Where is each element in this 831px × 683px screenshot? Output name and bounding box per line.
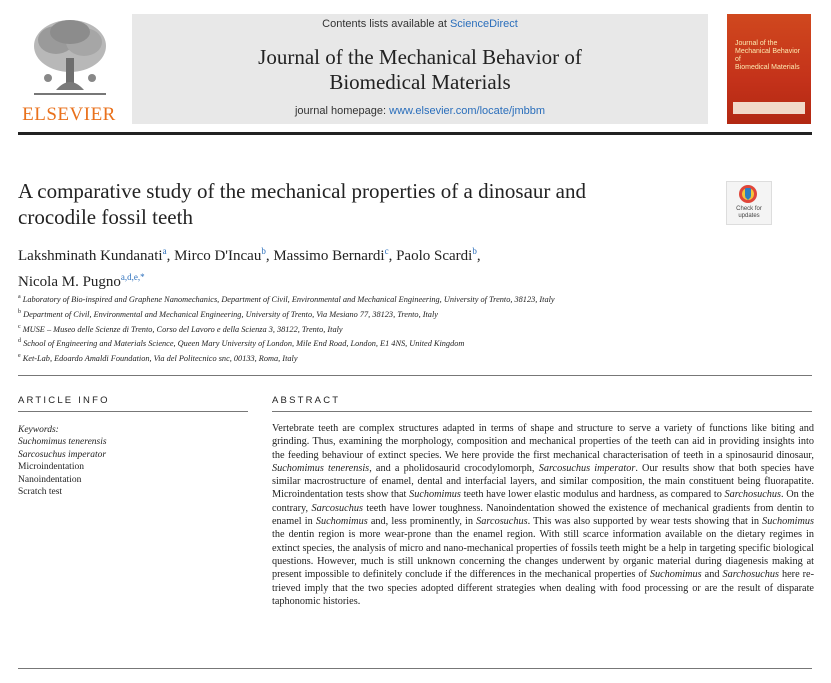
- abstract-segment: , and a pholidosaurid crocodylomorph,: [369, 462, 539, 474]
- author-affiliation-marker[interactable]: b: [261, 246, 266, 256]
- affiliation-item: [18, 321, 808, 336]
- keyword-item[interactable]: Nanoindentation: [18, 474, 82, 485]
- affiliation-marker: a: [18, 294, 21, 300]
- check-updates-line2: updates: [738, 213, 760, 219]
- author-name[interactable]: Lakshminath Kundanati: [18, 248, 163, 264]
- affiliation-item: [18, 291, 808, 306]
- abstract-segment: and: [701, 569, 723, 581]
- abstract-segment: the dentin region is more wear-prone than the enamel region. With still scarce information available on the dietary regimes in extinct species, the analysis of micro and nano-mechanical properties of fossils teeth might be a help in targeting specific biological questions. However, much is still unknown concerning the changes underwent by organic material during diagenesis making at present impossible to definitely conclude if the differences in the mechanical properties of: [272, 529, 814, 581]
- journal-header: [132, 14, 708, 124]
- affiliation-marker: b: [18, 308, 21, 315]
- abstract-species-name: Sarchosuchus: [722, 569, 779, 581]
- affiliation-marker: e: [18, 353, 21, 360]
- affiliation-text: School of Engineering and Materials Science, Queen Mary University of London, Mile End Road, London, E1 4NS, United Kingdom: [21, 339, 465, 349]
- affiliation-item: [18, 335, 808, 350]
- author-separator: ,: [166, 248, 175, 264]
- keyword-item[interactable]: Suchomimus tenerensis: [18, 437, 107, 448]
- check-updates-label: [727, 206, 771, 220]
- elsevier-tree-icon: [26, 14, 114, 98]
- abstract-species-name: Sarcosuchus: [311, 502, 363, 514]
- article-info-divider: [18, 411, 248, 412]
- sciencedirect-link[interactable]: ScienceDirect: [449, 18, 518, 30]
- keyword-item[interactable]: Microindentation: [18, 462, 84, 473]
- abstract-segment: here re-trieved imply that the two species adopted different strategies when dealing with food processing or are the result of disparate taphonomic histories.: [272, 569, 814, 607]
- author-list: [18, 241, 718, 293]
- contents-prefix: Contents lists available at: [322, 18, 450, 30]
- elsevier-wordmark: ELSEVIER: [22, 104, 116, 125]
- abstract-species-name: Suchomimus: [649, 569, 702, 581]
- cover-title-line1: Journal of the: [735, 40, 778, 47]
- author-affiliation-marker[interactable]: a,d,e,*: [120, 272, 145, 282]
- keywords-list: [18, 436, 248, 498]
- affiliation-item: [18, 350, 808, 365]
- contents-line: [132, 18, 708, 30]
- abstract-species-name: Suchomimus: [409, 489, 461, 501]
- check-for-updates-button[interactable]: [726, 181, 772, 225]
- elsevier-logo[interactable]: [18, 14, 120, 125]
- cover-title-line3: Biomedical Materials: [735, 64, 800, 71]
- abstract-species-name: Sarchosuchus: [724, 489, 782, 501]
- journal-title-line2: Biomedical Materials: [329, 70, 511, 94]
- abstract-species-name: Suchomimus: [762, 516, 814, 528]
- abstract-species-name: Suchomimus: [315, 516, 368, 528]
- author-separator: ,: [265, 248, 274, 264]
- author-name[interactable]: Mirco D'Incau: [174, 248, 262, 264]
- keywords-block: [18, 424, 248, 498]
- journal-title[interactable]: [132, 45, 708, 95]
- abstract-divider: [272, 411, 812, 412]
- check-updates-line1: Check for: [736, 206, 762, 212]
- author-separator: ,: [388, 248, 397, 264]
- abstract-segment: teeth have lower elastic modulus and hardness, as compared to: [460, 489, 725, 501]
- abstract-segment: . On the contrary,: [272, 489, 814, 514]
- cover-band: [733, 102, 805, 114]
- affiliation-text: Department of Civil, Environmental and Mechanical Engineering, University of Trento, Via Mesiano 77, 38123, Trento, Italy: [21, 309, 438, 319]
- homepage-line: [132, 105, 708, 117]
- affiliation-item: [18, 306, 808, 321]
- abstract-species-name: Sarcosuchus imperator: [538, 462, 636, 474]
- affiliation-list: [18, 291, 808, 365]
- abstract-segment: . Our results show that both species have similar macrostructure of enamel, dental and interfacial layers, and similar composition, the main constituent being fluorapatite. Microindentation tests show that: [272, 462, 815, 501]
- keyword-item[interactable]: Sarcosuchus imperator: [18, 449, 107, 460]
- article-title-line2: crocodile fossil teeth: [18, 205, 193, 229]
- abstract-segment: . This was also supported by wear tests showing that in: [527, 516, 763, 528]
- article-title: [18, 178, 698, 230]
- article-info-heading: ARTICLE INFO: [18, 395, 110, 406]
- author-affiliation-marker[interactable]: b: [472, 246, 477, 256]
- abstract-segment: and, less prominently, in: [367, 516, 477, 528]
- keyword-item[interactable]: Scratch test: [18, 487, 63, 498]
- affiliation-marker: c: [18, 323, 21, 330]
- journal-cover-image[interactable]: [727, 14, 811, 124]
- author-name[interactable]: Massimo Bernardi: [273, 248, 385, 264]
- affiliation-text: Laboratory of Bio-inspired and Graphene Nanomechanics, Department of Civil, Environmental and Mechanical Engineering, University of Trento, 38123, Italy: [20, 294, 555, 304]
- cover-title-line2: Mechanical Behavior of: [735, 48, 800, 63]
- author-separator: ,: [476, 248, 481, 264]
- cover-title: [735, 40, 805, 72]
- author-affiliation-marker[interactable]: a: [162, 246, 167, 256]
- affiliation-text: MUSE – Museo delle Scienze di Trento, Corso del Lavoro e della Scienza 3, 38122, Trento, Italy: [20, 324, 343, 334]
- abstract-segment: Vertebrate teeth are complex structures adapted in terms of shape and structure to serve a variety of functions like biting and grinding. Thus, examining the morphology, composition and mechanical properties of the teeth can aid in providing insights into the feeding behaviour of extinct species. We here provide the first mechanical characterisation of teeth in a spinosaurid dinosaur,: [272, 423, 814, 461]
- section-divider: [18, 375, 812, 376]
- abstract-segment: teeth have lower toughness. Nanoindentation showed the existence of mechanical gradients from dentin to enamel in: [272, 502, 814, 528]
- abstract-text: [272, 422, 814, 608]
- header-divider: [18, 132, 812, 135]
- keywords-label: Keywords:: [18, 425, 59, 435]
- abstract-species-name: Sarcosuchus: [476, 516, 528, 528]
- affiliation-text: Ket-Lab, Edoardo Amaldi Foundation, Via del Politecnico snc, 00133, Roma, Italy: [20, 353, 298, 363]
- abstract-heading: ABSTRACT: [272, 395, 341, 406]
- article-title-line1: A comparative study of the mechanical properties of a dinosaur and: [18, 179, 586, 203]
- affiliation-marker: d: [18, 338, 21, 345]
- homepage-prefix: journal homepage:: [294, 105, 390, 117]
- author-name[interactable]: Paolo Scardi: [396, 248, 473, 264]
- journal-title-line1: Journal of the Mechanical Behavior of: [258, 45, 582, 69]
- author-name[interactable]: Nicola M. Pugno: [18, 274, 121, 290]
- crossmark-icon: [738, 184, 758, 204]
- abstract-species-name: Suchomimus tenerensis: [272, 462, 370, 474]
- author-affiliation-marker[interactable]: c: [384, 246, 389, 256]
- journal-homepage-link[interactable]: www.elsevier.com/locate/jmbbm: [389, 105, 546, 117]
- footer-divider: [18, 668, 812, 669]
